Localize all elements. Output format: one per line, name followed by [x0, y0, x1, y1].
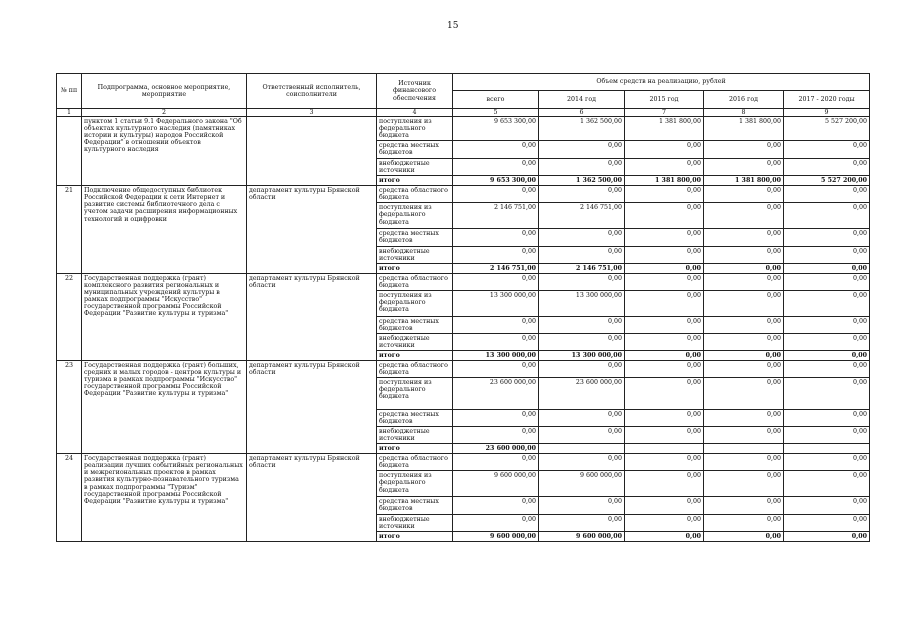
year-2017-2020-cell: 0,00 — [784, 186, 870, 203]
measure-name: Государственная поддержка (грант) реализации лучших событийных региональных и межрегиональных проектов в рамках развития культурно-познавательного туризма в рамках подпрограммы "Туризм" государственной программы Российской Федерации "Развитие культуры и туризма" — [82, 454, 247, 541]
year-2014-cell: 0,00 — [539, 186, 625, 203]
year-2014-cell: 0,00 — [539, 333, 625, 350]
year-2016-cell: 0,00 — [704, 186, 784, 203]
year-2014-cell: 9 600 000,00 — [539, 531, 625, 541]
total-cell: 13 300 000,00 — [453, 290, 539, 316]
header-2015: 2015 год — [625, 91, 704, 109]
year-2017-2020-cell — [784, 444, 870, 454]
year-2015-cell: 0,00 — [625, 263, 704, 273]
year-2015-cell: 0,00 — [625, 454, 704, 471]
header-2016: 2016 год — [704, 91, 784, 109]
year-2017-2020-cell: 0,00 — [784, 141, 870, 159]
row-number: 23 — [57, 360, 82, 453]
source-cell: средства местных бюджетов — [377, 497, 453, 514]
year-2017-2020-cell: 0,00 — [784, 333, 870, 350]
year-2014-cell: 0,00 — [539, 360, 625, 377]
header-executor: Ответственный исполнитель, соисполнители — [247, 74, 377, 109]
header-volume: Объем средств на реализацию, рублей — [453, 74, 870, 91]
year-2016-cell: 0,00 — [704, 350, 784, 360]
source-cell: итого — [377, 531, 453, 541]
year-2014-cell: 0,00 — [539, 246, 625, 263]
year-2017-2020-cell: 0,00 — [784, 427, 870, 444]
column-index-cell: 7 — [625, 109, 704, 117]
year-2017-2020-cell: 0,00 — [784, 378, 870, 410]
row-number: 22 — [57, 273, 82, 360]
source-cell: итого — [377, 350, 453, 360]
year-2016-cell — [704, 444, 784, 454]
year-2017-2020-cell: 0,00 — [784, 360, 870, 377]
measure-name: пунктом 1 статьи 9.1 Федерального закона "Об объектах культурного наследия (памятниках истории и культуры) народов Российской Федерации" в отношении объектов культурного наследия — [82, 117, 247, 186]
year-2014-cell: 0,00 — [539, 273, 625, 290]
header-num: № пп — [57, 74, 82, 109]
header-2014: 2014 год — [539, 91, 625, 109]
total-cell: 9 653 300,00 — [453, 176, 539, 186]
source-cell: итого — [377, 263, 453, 273]
column-index-cell: 2 — [82, 109, 247, 117]
total-cell: 0,00 — [453, 497, 539, 514]
source-cell: средства областного бюджета — [377, 454, 453, 471]
executor-name: департамент культуры Брянской области — [247, 186, 377, 273]
total-cell: 9 600 000,00 — [453, 471, 539, 497]
total-cell: 0,00 — [453, 229, 539, 246]
year-2016-cell: 0,00 — [704, 471, 784, 497]
column-index-row — [57, 109, 870, 117]
column-index-cell: 6 — [539, 109, 625, 117]
executor-name — [247, 117, 377, 186]
year-2017-2020-cell: 5 527 200,00 — [784, 176, 870, 186]
year-2017-2020-cell: 0,00 — [784, 471, 870, 497]
year-2014-cell — [539, 444, 625, 454]
year-2017-2020-cell: 0,00 — [784, 410, 870, 427]
total-cell: 9 653 300,00 — [453, 117, 539, 141]
source-cell: внебюджетные источники — [377, 333, 453, 350]
year-2014-cell: 9 600 000,00 — [539, 471, 625, 497]
header-row — [57, 74, 870, 91]
year-2016-cell: 0,00 — [704, 514, 784, 531]
executor-name: департамент культуры Брянской области — [247, 454, 377, 541]
year-2016-cell: 0,00 — [704, 273, 784, 290]
year-2017-2020-cell: 0,00 — [784, 273, 870, 290]
year-2017-2020-cell: 0,00 — [784, 203, 870, 229]
year-2014-cell: 2 146 751,00 — [539, 263, 625, 273]
year-2015-cell: 0,00 — [625, 203, 704, 229]
table-row — [57, 273, 870, 290]
year-2017-2020-cell: 0,00 — [784, 246, 870, 263]
year-2016-cell: 0,00 — [704, 531, 784, 541]
source-cell: внебюджетные источники — [377, 159, 453, 176]
year-2017-2020-cell: 0,00 — [784, 497, 870, 514]
year-2017-2020-cell: 0,00 — [784, 316, 870, 333]
year-2016-cell: 0,00 — [704, 316, 784, 333]
measure-name: Государственная поддержка (грант) комплексного развития региональных и муниципальных учреждений культуры в рамках подпрограммы "Искусство" государственной программы Российской Федерации "Развитие культуры и туризма" — [82, 273, 247, 360]
year-2014-cell: 2 146 751,00 — [539, 203, 625, 229]
year-2017-2020-cell: 0,00 — [784, 350, 870, 360]
year-2015-cell: 0,00 — [625, 273, 704, 290]
year-2014-cell: 13 300 000,00 — [539, 350, 625, 360]
financing-table — [56, 73, 870, 542]
year-2017-2020-cell: 0,00 — [784, 159, 870, 176]
year-2017-2020-cell: 0,00 — [784, 454, 870, 471]
year-2016-cell: 0,00 — [704, 229, 784, 246]
year-2017-2020-cell: 5 527 200,00 — [784, 117, 870, 141]
year-2015-cell: 0,00 — [625, 497, 704, 514]
total-cell: 0,00 — [453, 186, 539, 203]
year-2014-cell: 0,00 — [539, 159, 625, 176]
year-2016-cell: 0,00 — [704, 497, 784, 514]
total-cell: 0,00 — [453, 159, 539, 176]
year-2015-cell: 0,00 — [625, 159, 704, 176]
year-2015-cell: 0,00 — [625, 360, 704, 377]
year-2014-cell: 0,00 — [539, 141, 625, 159]
year-2015-cell: 0,00 — [625, 246, 704, 263]
year-2015-cell — [625, 444, 704, 454]
column-index-cell: 5 — [453, 109, 539, 117]
source-cell: средства областного бюджета — [377, 273, 453, 290]
year-2017-2020-cell: 0,00 — [784, 531, 870, 541]
year-2017-2020-cell: 0,00 — [784, 229, 870, 246]
year-2016-cell: 0,00 — [704, 427, 784, 444]
total-cell: 9 600 000,00 — [453, 531, 539, 541]
year-2016-cell: 0,00 — [704, 263, 784, 273]
column-index-cell: 8 — [704, 109, 784, 117]
total-cell: 0,00 — [453, 410, 539, 427]
total-cell: 23 600 000,00 — [453, 378, 539, 410]
year-2016-cell: 0,00 — [704, 378, 784, 410]
year-2015-cell: 0,00 — [625, 427, 704, 444]
source-cell: средства местных бюджетов — [377, 229, 453, 246]
total-cell: 0,00 — [453, 333, 539, 350]
source-cell: поступления из федерального бюджета — [377, 290, 453, 316]
year-2016-cell: 0,00 — [704, 410, 784, 427]
header-subprogram: Подпрограмма, основное мероприятие, мероприятие — [82, 74, 247, 109]
year-2014-cell: 0,00 — [539, 454, 625, 471]
page-number: 15 — [447, 21, 459, 31]
table-row — [57, 454, 870, 471]
year-2016-cell: 0,00 — [704, 159, 784, 176]
year-2016-cell: 0,00 — [704, 333, 784, 350]
total-cell: 2 146 751,00 — [453, 263, 539, 273]
year-2015-cell: 1 381 800,00 — [625, 176, 704, 186]
measure-name: Подключение общедоступных библиотек Российской Федерации к сети Интернет и развитие системы библиотечного дела с учетом задачи расширения информационных технологий и оцифровки — [82, 186, 247, 273]
total-cell: 0,00 — [453, 316, 539, 333]
header-total: всего — [453, 91, 539, 109]
total-cell: 0,00 — [453, 514, 539, 531]
source-cell: поступления из федерального бюджета — [377, 203, 453, 229]
year-2015-cell: 0,00 — [625, 333, 704, 350]
year-2015-cell: 0,00 — [625, 514, 704, 531]
year-2015-cell: 0,00 — [625, 290, 704, 316]
year-2015-cell: 0,00 — [625, 316, 704, 333]
year-2016-cell: 0,00 — [704, 141, 784, 159]
source-cell: средства местных бюджетов — [377, 316, 453, 333]
total-cell: 0,00 — [453, 273, 539, 290]
year-2014-cell: 23 600 000,00 — [539, 378, 625, 410]
year-2016-cell: 0,00 — [704, 290, 784, 316]
year-2016-cell: 0,00 — [704, 203, 784, 229]
total-cell: 0,00 — [453, 360, 539, 377]
year-2015-cell: 1 381 800,00 — [625, 117, 704, 141]
header-2017-2020: 2017 - 2020 годы — [784, 91, 870, 109]
year-2017-2020-cell: 0,00 — [784, 290, 870, 316]
executor-name: департамент культуры Брянской области — [247, 360, 377, 453]
total-cell: 0,00 — [453, 454, 539, 471]
source-cell: итого — [377, 176, 453, 186]
total-cell: 0,00 — [453, 141, 539, 159]
year-2014-cell: 0,00 — [539, 410, 625, 427]
executor-name: департамент культуры Брянской области — [247, 273, 377, 360]
year-2017-2020-cell: 0,00 — [784, 263, 870, 273]
row-number — [57, 117, 82, 186]
year-2014-cell: 0,00 — [539, 229, 625, 246]
total-cell: 2 146 751,00 — [453, 203, 539, 229]
year-2016-cell: 0,00 — [704, 246, 784, 263]
year-2016-cell: 0,00 — [704, 454, 784, 471]
source-cell: внебюджетные источники — [377, 246, 453, 263]
year-2014-cell: 0,00 — [539, 497, 625, 514]
source-cell: поступления из федерального бюджета — [377, 471, 453, 497]
measure-name: Государственная поддержка (грант) больших, средних и малых городов - центров культуры и туризма в рамках подпрограммы "Искусство" государственной программы Российской Федерации "Развитие культуры и туризма" — [82, 360, 247, 453]
source-cell: поступления из федерального бюджета — [377, 117, 453, 141]
row-number: 24 — [57, 454, 82, 541]
year-2015-cell: 0,00 — [625, 410, 704, 427]
column-index-cell: 4 — [377, 109, 453, 117]
table-row — [57, 360, 870, 377]
year-2014-cell: 1 362 500,00 — [539, 117, 625, 141]
year-2014-cell: 0,00 — [539, 316, 625, 333]
year-2014-cell: 0,00 — [539, 427, 625, 444]
year-2015-cell: 0,00 — [625, 186, 704, 203]
total-cell: 13 300 000,00 — [453, 350, 539, 360]
year-2015-cell: 0,00 — [625, 471, 704, 497]
total-cell: 23 600 000,00 — [453, 444, 539, 454]
year-2016-cell: 1 381 800,00 — [704, 176, 784, 186]
column-index-cell: 9 — [784, 109, 870, 117]
year-2015-cell: 0,00 — [625, 378, 704, 410]
row-number: 21 — [57, 186, 82, 273]
table-row — [57, 117, 870, 141]
year-2015-cell: 0,00 — [625, 531, 704, 541]
source-cell: средства областного бюджета — [377, 360, 453, 377]
year-2015-cell: 0,00 — [625, 141, 704, 159]
header-source: Источник финансового обеспечения — [377, 74, 453, 109]
year-2014-cell: 13 300 000,00 — [539, 290, 625, 316]
table-row — [57, 186, 870, 203]
column-index-cell: 3 — [247, 109, 377, 117]
year-2015-cell: 0,00 — [625, 229, 704, 246]
table-body — [57, 117, 870, 542]
year-2017-2020-cell: 0,00 — [784, 514, 870, 531]
source-cell: поступления из федерального бюджета — [377, 378, 453, 410]
source-cell: средства областного бюджета — [377, 186, 453, 203]
total-cell: 0,00 — [453, 246, 539, 263]
source-cell: внебюджетные источники — [377, 427, 453, 444]
column-index-cell: 1 — [57, 109, 82, 117]
source-cell: средства местных бюджетов — [377, 141, 453, 159]
year-2016-cell: 0,00 — [704, 360, 784, 377]
source-cell: средства местных бюджетов — [377, 410, 453, 427]
year-2014-cell: 1 362 500,00 — [539, 176, 625, 186]
source-cell: итого — [377, 444, 453, 454]
year-2016-cell: 1 381 800,00 — [704, 117, 784, 141]
year-2015-cell: 0,00 — [625, 350, 704, 360]
year-2014-cell: 0,00 — [539, 514, 625, 531]
total-cell: 0,00 — [453, 427, 539, 444]
source-cell: внебюджетные источники — [377, 514, 453, 531]
